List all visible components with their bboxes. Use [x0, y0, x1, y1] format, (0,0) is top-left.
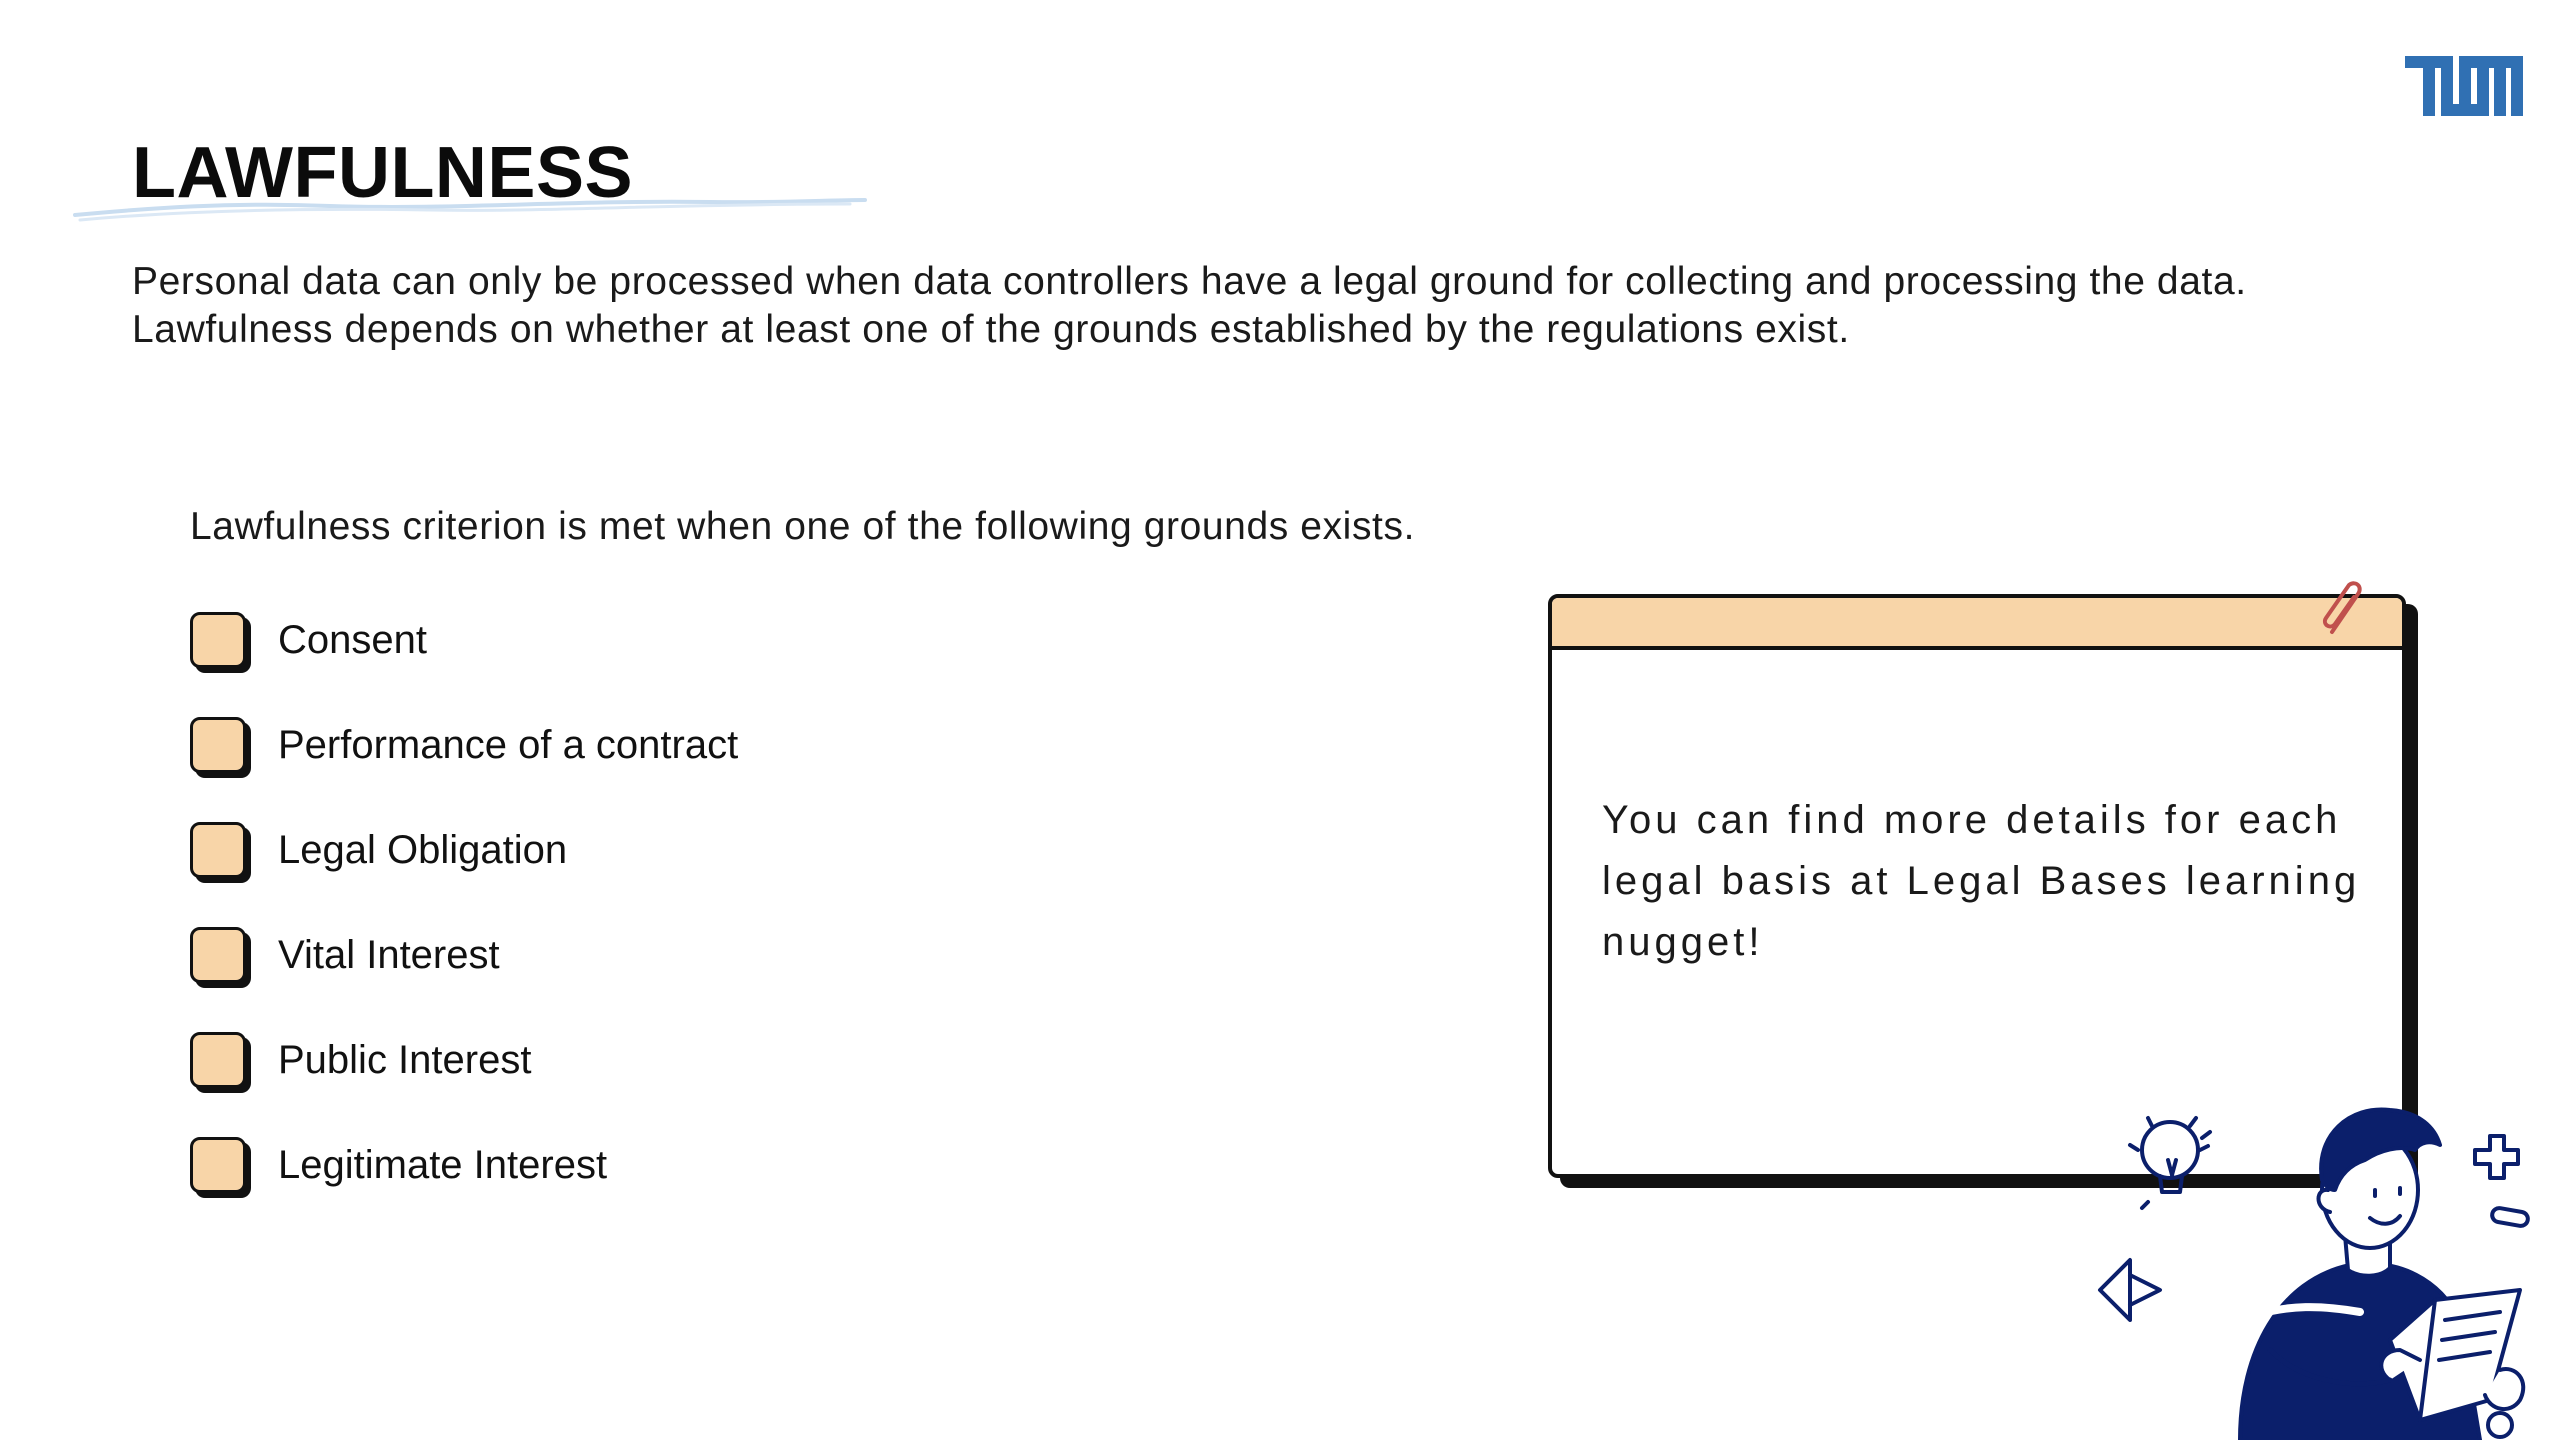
ground-label: Consent	[278, 618, 427, 662]
ground-label: Legitimate Interest	[278, 1143, 608, 1187]
ground-item-vital-interest	[190, 927, 738, 1032]
checkbox[interactable]	[190, 1137, 246, 1193]
checkbox[interactable]	[190, 927, 246, 983]
ground-item-contract	[190, 717, 738, 822]
ground-label: Vital Interest	[278, 933, 500, 977]
checkbox[interactable]	[190, 717, 246, 773]
grounds-list	[190, 612, 738, 1242]
checkbox[interactable]	[190, 1032, 246, 1088]
reading-person-illustration	[2090, 1050, 2560, 1440]
note-card-header	[1552, 598, 2402, 650]
checkbox[interactable]	[190, 612, 246, 668]
criterion-text: Lawfulness criterion is met when one of the following grounds exists.	[190, 505, 1416, 548]
ground-item-consent	[190, 612, 738, 717]
note-text: You can find more details for each legal basis at Legal Bases learning nugget!	[1602, 798, 2361, 964]
ground-label: Public Interest	[278, 1038, 532, 1082]
ground-label: Legal Obligation	[278, 828, 568, 872]
ground-item-legitimate-interest	[190, 1137, 738, 1242]
paperclip-icon	[2318, 578, 2372, 640]
page-title: LAWFULNESS	[132, 133, 633, 213]
ground-item-public-interest	[190, 1032, 738, 1137]
ground-label: Performance of a contract	[278, 723, 739, 767]
checkbox[interactable]	[190, 822, 246, 878]
intro-paragraph: Personal data can only be processed when data controllers have a legal ground for collecting and processing the data. Lawfulness depends on whether at least one of the grounds established by the regulations exist.	[132, 260, 2247, 351]
ground-item-legal-obligation	[190, 822, 738, 927]
title-block	[70, 120, 870, 230]
tum-logo-icon	[2405, 56, 2523, 116]
